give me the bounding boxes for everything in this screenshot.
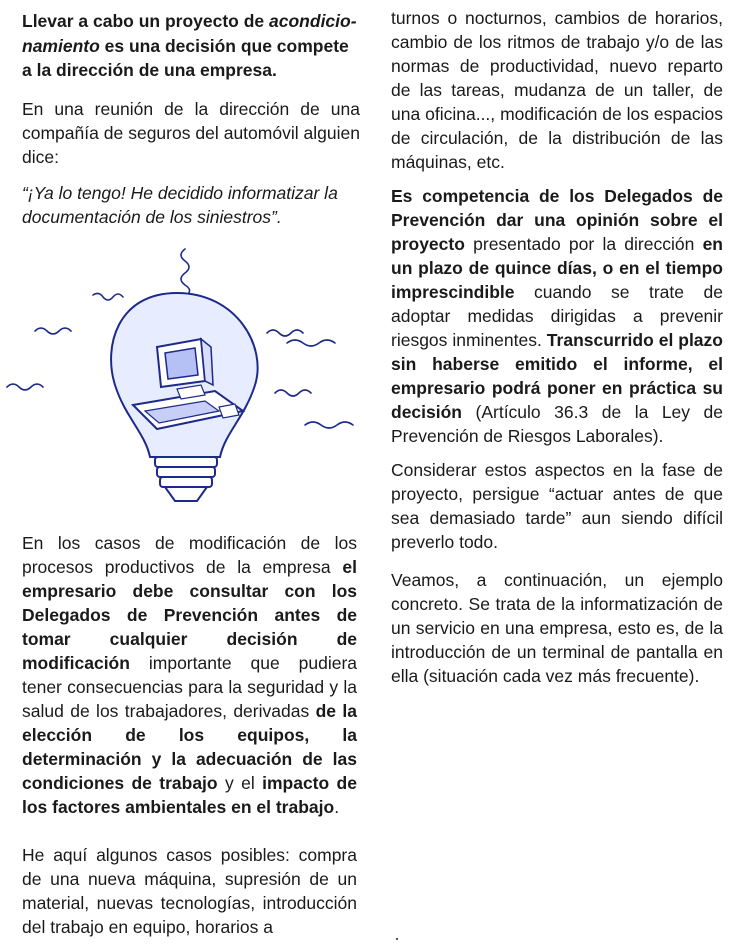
changes-paragraph: turnos o nocturnos, cambios de horarios, cambio de los ritmos de trabajo y/o de las normas de productividad, nuevo reparto de las tareas, mudanza de un taller, de una oficina..., modificación de los espacios de circulación, de la distribución de las máquinas, etc. — [391, 8, 723, 172]
consider-paragraph: Considerar estos aspectos en la fase de proyecto, persigue “actuar antes de que sea demasiado tarde” aun siendo difícil preverlo todo. — [391, 460, 723, 552]
page-speck — [396, 938, 398, 940]
lead-text-a: Llevar a cabo un proyecto de — [22, 11, 270, 31]
competence-paragraph: Es competencia de los Delegados de Prevención dar una opinión sobre el proyecto presentado por la dirección en un plazo de quince días, o en el tiempo imprescindible cuando se trate de adoptar medidas dirigidas a prevenir riesgos inminentes. Transcurrido el plazo sin haberse emitido el informe, el empresario podrá poner en práctica su decisión (Artículo 36.3 de la Ley de Prevención de Riesgos Laborales). — [391, 186, 723, 446]
meeting-paragraph: En una reunión de la dirección de una compañía de seguros del automóvil alguien dice: — [22, 98, 360, 167]
consult-paragraph: En los casos de modificación de los procesos productivos de la empresa el empresario debe consultar con los Delegados de Prevención antes de tomar cualquier decisión de modificación importante que pudiera tener consecuencias para la seguridad y la salud de los trabajadores, derivadas de la elección de los equipos, la determinación y la adecuación de las condiciones de trabajo y el impacto de los factores ambientales en el trabajo. — [22, 533, 357, 817]
lead-text-italic: acondicio-namiento — [22, 11, 357, 56]
lead-text-c: es una decisión que compete a la dirección de una empresa. — [22, 35, 349, 80]
left-column — [22, 0, 360, 937]
lightbulb-computer-icon — [5, 235, 370, 525]
example-paragraph: Veamos, a continuación, un ejemplo concreto. Se trata de la informatización de un servicio en una empresa, esto es, de la introducción de un terminal de pantalla en ella (situación cada vez más frecuente). — [391, 570, 723, 686]
quote-paragraph: “¡Ya lo tengo! He decidido informatizar la documentación de los siniestros”. — [22, 182, 338, 227]
lead-paragraph — [22, 9, 360, 83]
right-column — [391, 0, 723, 688]
cases-paragraph: He aquí algunos casos posibles: compra de una nueva máquina, supresión de un material, nuevas tecnologías, introducción del trabajo en equipo, horarios a — [22, 845, 357, 937]
